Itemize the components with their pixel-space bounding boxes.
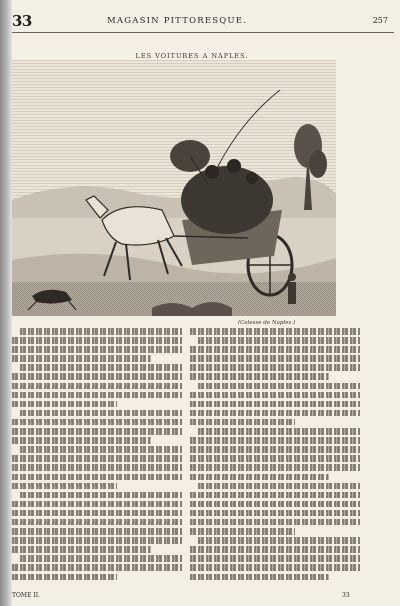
text-line (190, 410, 360, 417)
page-header (12, 12, 394, 34)
page-number-right: 257 (372, 16, 388, 25)
text-line (12, 574, 117, 581)
text-line (190, 501, 360, 508)
text-line (190, 355, 360, 362)
text-line (190, 401, 360, 408)
text-column-left (12, 328, 182, 583)
text-line (20, 328, 182, 335)
text-line (12, 464, 182, 471)
text-line (12, 383, 182, 390)
text-column-right (190, 328, 360, 583)
text-line (12, 501, 182, 508)
footer-volume: TOME II. (12, 592, 40, 599)
text-line (190, 474, 329, 481)
picture-caption: (Calesse de Naples.) (238, 320, 296, 326)
text-line (12, 355, 151, 362)
text-line (12, 528, 182, 535)
text-line (12, 392, 182, 399)
book-binding (0, 0, 12, 606)
text-line (190, 528, 295, 535)
text-line (12, 546, 151, 553)
text-line (190, 564, 360, 571)
text-line (190, 519, 360, 526)
footer-signature: 33 (342, 592, 350, 599)
text-line (12, 437, 151, 444)
text-line (12, 564, 182, 571)
text-line (198, 537, 360, 544)
text-line (198, 483, 360, 490)
text-line (12, 373, 182, 380)
engraving-illustration (12, 60, 336, 316)
text-line (12, 455, 182, 462)
text-line (20, 555, 182, 562)
text-line (12, 346, 182, 353)
text-line (12, 337, 182, 344)
text-line (190, 510, 360, 517)
text-line (198, 337, 360, 344)
text-line (198, 383, 360, 390)
text-line (190, 555, 360, 562)
text-line (12, 474, 182, 481)
text-line (20, 446, 182, 453)
picture-title: LES VOITURES A NAPLES. (135, 52, 249, 60)
text-line (12, 483, 117, 490)
text-line (12, 519, 182, 526)
text-line (12, 428, 182, 435)
text-line (190, 492, 360, 499)
header-rule (12, 32, 394, 33)
text-line (190, 464, 360, 471)
text-line (20, 410, 182, 417)
text-line (190, 574, 329, 581)
text-line (12, 510, 182, 517)
text-line (20, 492, 182, 499)
text-line (12, 401, 117, 408)
text-line (190, 328, 360, 335)
text-line (12, 419, 182, 426)
text-line (190, 364, 360, 371)
magazine-page (12, 0, 400, 606)
page-number-left: 33 (12, 12, 32, 30)
text-line (190, 446, 360, 453)
text-line (190, 373, 329, 380)
text-line (198, 428, 360, 435)
text-line (190, 392, 360, 399)
running-title: MAGASIN PITTORESQUE. (107, 16, 248, 26)
text-line (20, 364, 182, 371)
text-line (190, 437, 360, 444)
text-line (190, 346, 360, 353)
text-line (190, 419, 295, 426)
text-line (190, 546, 360, 553)
text-line (12, 537, 182, 544)
text-line (190, 455, 360, 462)
